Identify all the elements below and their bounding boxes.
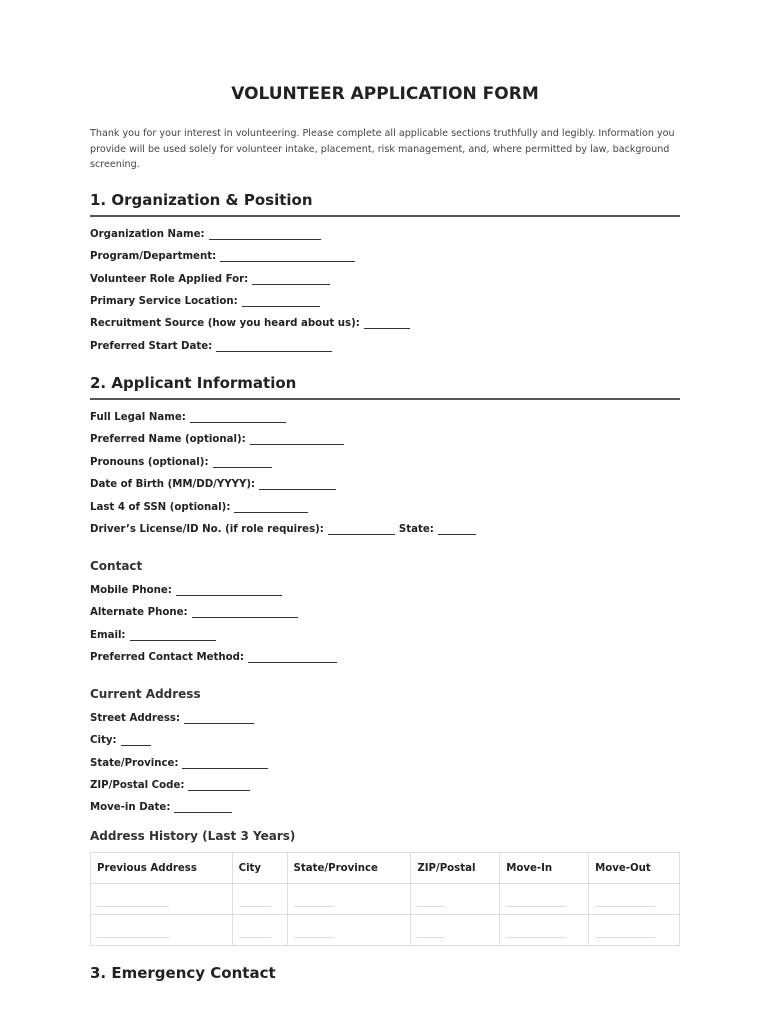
input-line[interactable] (209, 227, 321, 240)
state-input-line[interactable] (438, 522, 476, 535)
recruitment-source-field[interactable] (90, 316, 410, 329)
preferred-contact-method-field[interactable] (90, 650, 337, 663)
city-field[interactable] (90, 733, 151, 746)
field-label: Street Address: (90, 713, 181, 724)
table-cell[interactable] (589, 915, 680, 946)
program-department-field[interactable] (90, 249, 355, 262)
table-cell[interactable] (500, 884, 589, 915)
cell-input-line[interactable] (417, 896, 445, 907)
state-province-field[interactable] (90, 756, 268, 769)
input-line[interactable] (242, 294, 320, 307)
full-legal-name-field[interactable] (90, 410, 286, 423)
table-cell[interactable] (589, 884, 680, 915)
input-line[interactable] (216, 339, 332, 352)
state-label: State: (398, 524, 434, 535)
cell-input-line[interactable] (239, 896, 271, 907)
date-of-birth-field[interactable] (90, 477, 336, 490)
field-label: Organization Name: (90, 229, 205, 240)
drivers-license-field[interactable] (90, 522, 476, 535)
field-label: Last 4 of SSN (optional): (90, 502, 231, 513)
field-label: Volunteer Role Applied For: (90, 274, 249, 285)
field-label: Full Legal Name: (90, 412, 186, 423)
cell-input-line[interactable] (595, 896, 655, 907)
cell-input-line[interactable] (506, 927, 566, 938)
street-address-field[interactable] (90, 711, 254, 724)
table-row (91, 915, 680, 946)
field-label: State/Province: (90, 758, 179, 769)
cell-input-line[interactable] (506, 896, 566, 907)
email-field[interactable] (90, 628, 216, 641)
section-title: 2. Applicant Information (90, 374, 680, 400)
move-in-date-field[interactable] (90, 800, 232, 813)
field-label: Recruitment Source (how you heard about us): (90, 318, 360, 329)
cell-input-line[interactable] (417, 927, 445, 938)
field-label: Primary Service Location: (90, 296, 238, 307)
input-line[interactable] (248, 650, 337, 663)
table-row (91, 884, 680, 915)
field-label: City: (90, 735, 117, 746)
intro-paragraph: Thank you for your interest in volunteering. Please complete all applicable sections truthfully and legibly. Information you provide will be used solely for volunteer intake, placement, risk management, and, where permitted by law, background screening. (90, 128, 675, 170)
input-line[interactable] (174, 800, 232, 813)
cell-input-line[interactable] (294, 896, 334, 907)
input-line[interactable] (130, 628, 216, 641)
field-label: ZIP/Postal Code: (90, 780, 185, 791)
column-header: Move-Out (589, 853, 680, 884)
cell-input-line[interactable] (595, 927, 655, 938)
primary-service-location-field[interactable] (90, 294, 320, 307)
input-line[interactable] (176, 583, 282, 596)
field-label: Move-in Date: (90, 802, 171, 813)
current-address-subheading: Current Address (90, 687, 201, 701)
form-title: VOLUNTEER APPLICATION FORM (231, 84, 539, 104)
section-applicant-information (90, 374, 680, 400)
field-label: Alternate Phone: (90, 607, 188, 618)
organization-name-field[interactable] (90, 227, 321, 240)
section-title: 1. Organization & Position (90, 191, 680, 217)
input-line[interactable] (192, 605, 298, 618)
table-cell[interactable] (287, 915, 411, 946)
table-cell[interactable] (411, 915, 500, 946)
input-line[interactable] (364, 316, 410, 329)
section-organization-position (90, 191, 680, 217)
contact-subheading: Contact (90, 559, 143, 573)
input-line[interactable] (328, 522, 395, 535)
cell-input-line[interactable] (239, 927, 271, 938)
section-emergency-contact (90, 964, 680, 988)
section-title: 3. Emergency Contact (90, 964, 276, 982)
input-line[interactable] (234, 500, 308, 513)
cell-input-line[interactable] (97, 896, 169, 907)
table-cell[interactable] (91, 915, 233, 946)
table-cell[interactable] (411, 884, 500, 915)
zip-postal-code-field[interactable] (90, 778, 250, 791)
input-line[interactable] (184, 711, 254, 724)
column-header: ZIP/Postal (411, 853, 500, 884)
cell-input-line[interactable] (97, 927, 169, 938)
address-history-subheading: Address History (Last 3 Years) (90, 829, 296, 843)
column-header: Previous Address (91, 853, 233, 884)
field-label: Program/Department: (90, 251, 217, 262)
preferred-name-field[interactable] (90, 432, 344, 445)
input-line[interactable] (259, 477, 336, 490)
field-label: Preferred Start Date: (90, 341, 213, 352)
mobile-phone-field[interactable] (90, 583, 282, 596)
input-line[interactable] (188, 778, 250, 791)
column-header: City (232, 853, 287, 884)
table-header-row (91, 853, 680, 884)
table-cell[interactable] (500, 915, 589, 946)
ssn-last4-field[interactable] (90, 500, 308, 513)
cell-input-line[interactable] (294, 927, 334, 938)
table-cell[interactable] (232, 884, 287, 915)
input-line[interactable] (182, 756, 268, 769)
table-cell[interactable] (287, 884, 411, 915)
field-label: Pronouns (optional): (90, 457, 209, 468)
input-line[interactable] (250, 432, 344, 445)
preferred-start-date-field[interactable] (90, 339, 332, 352)
field-label: Preferred Name (optional): (90, 434, 246, 445)
input-line[interactable] (121, 733, 151, 746)
address-history-table (90, 852, 680, 946)
column-header: State/Province (287, 853, 411, 884)
input-line[interactable] (220, 249, 355, 262)
table-cell[interactable] (91, 884, 233, 915)
field-label: Preferred Contact Method: (90, 652, 245, 663)
input-line[interactable] (213, 455, 272, 468)
input-line[interactable] (190, 410, 286, 423)
volunteer-role-field[interactable] (90, 272, 330, 285)
input-line[interactable] (252, 272, 330, 285)
field-label: Driver’s License/ID No. (if role requires): (90, 524, 324, 535)
field-label: Email: (90, 630, 126, 641)
pronouns-field[interactable] (90, 455, 272, 468)
table-cell[interactable] (232, 915, 287, 946)
column-header: Move-In (500, 853, 589, 884)
field-label: Mobile Phone: (90, 585, 172, 596)
field-label: Date of Birth (MM/DD/YYYY): (90, 479, 256, 490)
alternate-phone-field[interactable] (90, 605, 298, 618)
